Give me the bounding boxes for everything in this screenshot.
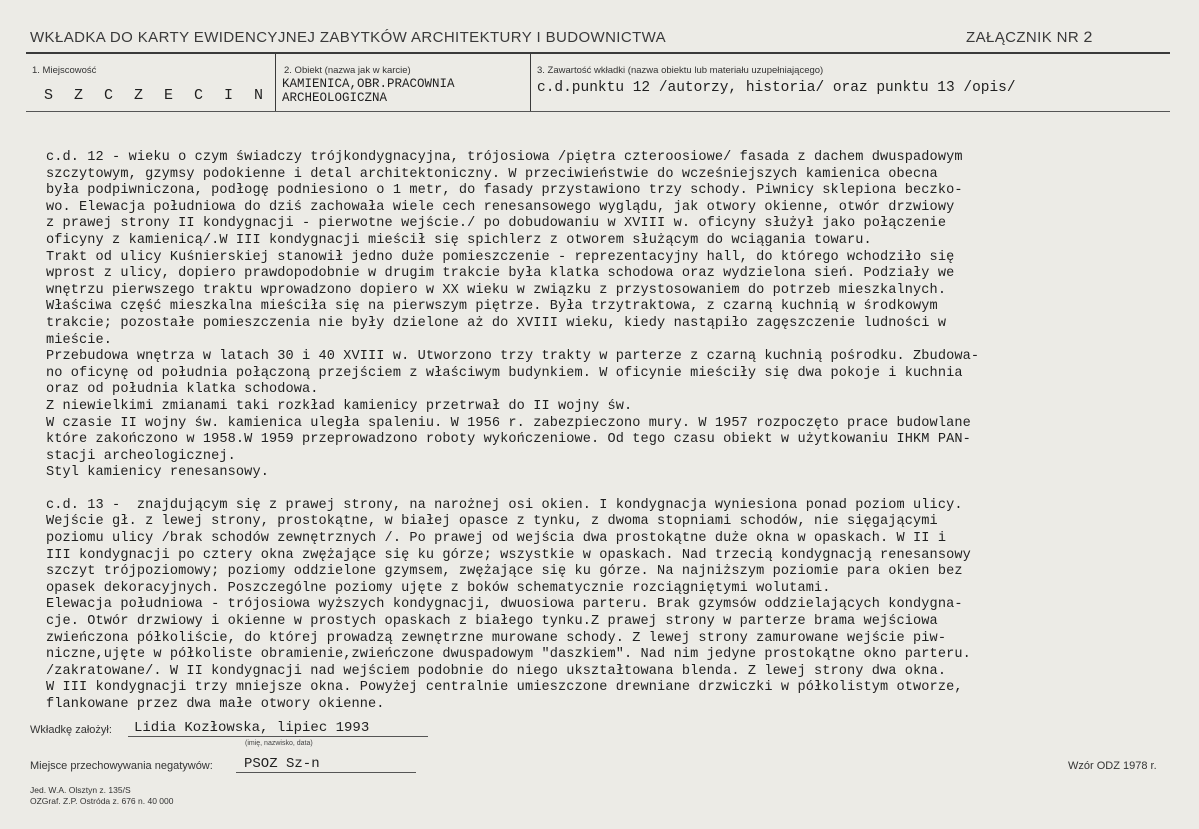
typed-line (46, 482, 1166, 498)
form-title: WKŁADKA DO KARTY EWIDENCYJNEJ ZABYTKÓW ARCHITEKTURY I BUDOWNICTWA (30, 29, 667, 46)
typed-line: opasek dekoracyjnych. Poszczególne poziomy ujęte z boków schematycznie rozciągniętymi wolutami. (46, 580, 831, 596)
locality-label: 1. Miejscowość (32, 65, 97, 76)
prepared-by-caption: (imię, nazwisko, data) (245, 740, 313, 747)
typed-line: Z niewielkimi zmianami taki rozkład kamienicy przetrwał do II wojny św. (46, 398, 633, 414)
typed-line: które zakończono w 1958.W 1959 przeprowadzono roboty wykończeniowe. Od tego czasu obiekt w użytkowaniu IHKM PAN- (46, 432, 971, 448)
typed-line: szczytowym, gzymsy podokienne i detal architektoniczny. W przeciwieństwie do wcześniejszych kamienica obecna (46, 166, 938, 182)
typed-line: /zakratowane/. W II kondygnacji nad wejściem podobnie do niego ukształtowana blenda. Z lewej strony dwa okna. (46, 663, 947, 679)
typed-line: Wejście gł. z lewej strony, prostokątne, w białej opasce z tynku, z dwoma stopniami schodów, nie sięgającymi (46, 514, 938, 530)
negative-storage-value: PSOZ Sz-n (244, 756, 320, 772)
field-divider-2 (530, 54, 531, 111)
object-value-line1: KAMIENICA,OBR.PRACOWNIA (282, 77, 455, 91)
field-divider-1 (275, 54, 276, 111)
negative-storage-line (236, 772, 416, 773)
object-label: 2. Obiekt (nazwa jak w karcie) (284, 65, 411, 76)
header-rule (26, 52, 1170, 54)
imprint-line-2: OZGraf. Z.P. Ostróda z. 676 n. 40 000 (30, 796, 174, 806)
typed-line: Styl kamienicy renesansowy. (46, 465, 269, 481)
typed-line: zwieńczona półkoliście, do której prowadzą zewnętrzne murowane schody. Z lewej strony zamurowane wejście piw- (46, 630, 947, 646)
prepared-by-label: Wkładkę założył: (30, 724, 112, 736)
typed-line: szczyt trójpoziomowy; poziomy oddzielone gzymsem, zwężające się ku górze. Na najniższym poziomie para okien bez (46, 564, 963, 580)
typed-line: cje. Otwór drzwiowy i okienne w prostych opaskach z białego tynku.Z prawej strony w parterze brama wejściowa (46, 614, 938, 630)
typed-line: Elewacja południowa - trójosiowa wyższych kondygnacji, dwuosiowa parteru. Brak gzymsów oddzielających kondygna- (46, 597, 963, 613)
typed-line: oficyny z kamienicą/.W III kondygnacji mieścił się spichlerz z otworem służącym do wciągania towaru. (46, 232, 872, 248)
typed-line: Właściwa część mieszkalna mieściła się na pierwszym piętrze. Była trzytraktowa, z czarną kuchnią w środkowym (46, 299, 938, 315)
object-value-line2: ARCHEOLOGICZNA (282, 91, 388, 105)
negative-storage-label: Miejsce przechowywania negatywów: (30, 760, 213, 772)
attachment-number: 2 (1083, 29, 1094, 47)
prepared-by-line (128, 736, 428, 737)
attachment-label-text: ZAŁĄCZNIK NR (966, 29, 1080, 46)
typed-line: mieście. (46, 332, 113, 348)
typed-line: wprost z ulicy, dopiero prawdopodobnie w drugim trakcie była klatka schodowa oraz wydzielona sień. Podziały we (46, 266, 955, 282)
typed-line: W III kondygnacji trzy mniejsze okna. Powyżej centralnie umieszczone drewniane drzwiczki w półkolistym otworze, (46, 680, 963, 696)
typed-line: W czasie II wojny św. kamienica uległa spaleniu. W 1956 r. zabezpieczono mury. W 1957 rozpoczęto prace budowlane (46, 415, 971, 431)
locality-value: S Z C Z E C I N (44, 87, 270, 104)
typed-line: III kondygnacji po cztery okna zwężające się ku górze; wszystkie w opaskach. Nad trzecią kondygnacją renesansowy (46, 547, 971, 563)
fields-bottom-rule (26, 111, 1170, 112)
typed-line: c.d. 12 - wieku o czym świadczy trójkondygnacyjna, trójosiowa /piętra czteroosiowe/ fasada z dachem dwuspadowym (46, 150, 963, 165)
typed-line: Przebudowa wnętrza w latach 30 i 40 XVIII w. Utworzono trzy trakty w parterze z czarną kuchnią pośrodku. Zbudowa- (46, 349, 980, 365)
attachment-label (966, 29, 1093, 47)
imprint-line-1: Jed. W.A. Olsztyn z. 135/S (30, 785, 131, 795)
contents-label: 3. Zawartość wkładki (nazwa obiektu lub materiału uzupełniającego) (537, 65, 824, 76)
typed-line: z prawej strony II kondygnacji - pierwotne wejście./ po dobudowaniu w XVIII w. oficyny służył jako połączenie (46, 216, 947, 232)
object-value (282, 77, 527, 105)
typed-line: c.d. 13 - znajdującym się z prawej strony, na narożnej osi okien. I kondygnacja wyniesiona ponad poziom ulicy. (46, 497, 963, 513)
typed-line: wo. Elewacja południowa do dziś zachowała wiele cech renesansowego wyglądu, jak otwory okienne, otwór drzwiowy (46, 199, 955, 215)
form-pattern: Wzór ODZ 1978 r. (1068, 760, 1157, 772)
typed-line: Trakt od ulicy Kuśnierskiej stanowił jedno duże pomieszczenie - reprezentacyjny hall, do którego wchodziło się (46, 249, 955, 265)
typed-description (46, 150, 1166, 714)
contents-value: c.d.punktu 12 /autorzy, historia/ oraz punktu 13 /opis/ (537, 80, 1016, 96)
typed-line: oraz od południa klatka schodowa. (46, 382, 319, 398)
typed-line: no oficynę od południa połączoną przejściem z właściwym budynkiem. W oficynie mieściły się dwa pokoje i kuchnia (46, 365, 963, 381)
typed-line: stacji archeologicznej. (46, 448, 236, 464)
typed-line: trakcie; pozostałe pomieszczenia nie były dzielone aż do XVIII wieku, kiedy nastąpiło zagęszczenie ludności w (46, 315, 947, 331)
typed-line: flankowane przez dwa małe otwory okienne. (46, 697, 385, 712)
prepared-by-value: Lidia Kozłowska, lipiec 1993 (134, 720, 370, 736)
printer-imprint (30, 785, 173, 807)
typed-line: wnętrzu pierwszego traktu wprowadzono dopiero w XX wieku w związku z przystosowaniem do potrzeb mieszkalnych. (46, 282, 947, 298)
typed-line: była podpiwniczona, podłogę podniesiono o 1 metr, do fasady przystawiono trzy schody. Piwnicy sklepiona beczko- (46, 183, 963, 199)
typed-line: niczne,ujęte w półkoliste obramienie,zwieńczone dwuspadowym "daszkiem". Nad nim jedyne prostokątne okno parteru. (46, 647, 971, 663)
typed-line: poziomu ulicy /brak schodów zewnętrznych /. Po prawej od wejścia dwa prostokątne duże okna w opaskach. W II i (46, 531, 947, 547)
